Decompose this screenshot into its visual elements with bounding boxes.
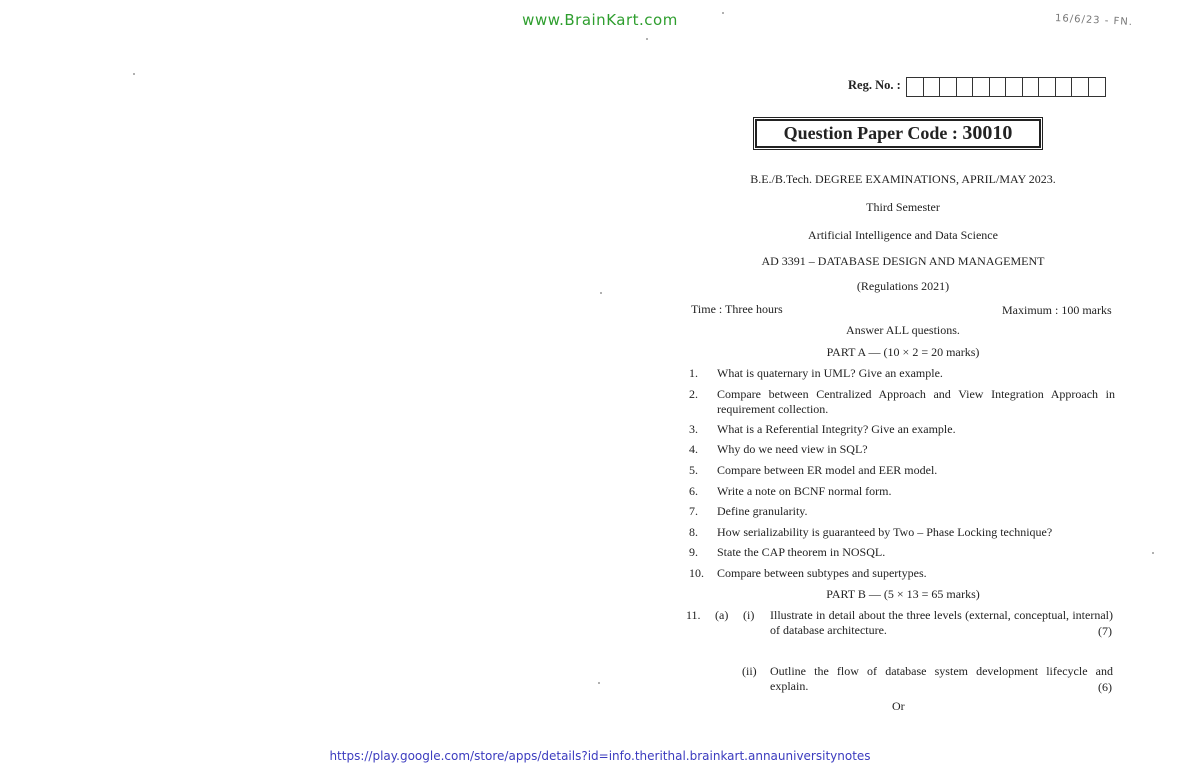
reg-no-digit-box (1006, 78, 1023, 96)
handwritten-date: 16/6/23 - FN. (1054, 12, 1134, 29)
question-paper-code: 30010 (962, 122, 1013, 144)
question-text: Compare between ER model and EER model. (717, 463, 938, 477)
reg-no-digit-box (1023, 78, 1040, 96)
question-number: 9. (689, 545, 698, 559)
question-text: Compare between subtypes and supertypes. (717, 566, 927, 580)
subpart-ii-marks: (6) (1098, 680, 1112, 694)
scan-speck (646, 38, 648, 40)
question-text: Define granularity. (717, 504, 808, 518)
subject: AD 3391 – DATABASE DESIGN AND MANAGEMENT (761, 254, 1045, 268)
department: Artificial Intelligence and Data Science (808, 228, 998, 242)
question-paper-code-box (755, 119, 1041, 148)
question-number: 3. (689, 422, 698, 436)
subpart-i-marks: (7) (1098, 624, 1112, 638)
reg-no-digit-box (924, 78, 941, 96)
question-number: 8. (689, 525, 698, 539)
question-number: 11. (686, 608, 701, 622)
question-number: 7. (689, 504, 698, 518)
maximum-marks: Maximum : 100 marks (1002, 303, 1112, 317)
reg-no-digit-box (973, 78, 990, 96)
question-text: Write a note on BCNF normal form. (717, 484, 892, 498)
reg-no-digit-box (1072, 78, 1089, 96)
question-number: 1. (689, 366, 698, 380)
subquestion-a-label: (a) (715, 608, 729, 622)
question-text: Why do we need view in SQL? (717, 442, 868, 456)
question-paper-code-label: Question Paper Code : (783, 123, 958, 143)
instruction: Answer ALL questions. (846, 323, 960, 337)
regulations: (Regulations 2021) (856, 279, 950, 293)
reg-no-digit-box (1056, 78, 1073, 96)
reg-no-digit-box (1089, 78, 1106, 96)
question-number: 6. (689, 484, 698, 498)
question-text: What is a Referential Integrity? Give an example. (717, 422, 956, 436)
reg-no-digit-box (1039, 78, 1056, 96)
or-separator: Or (892, 699, 905, 713)
scan-speck (722, 12, 724, 14)
scan-speck (598, 682, 600, 684)
question-text: State the CAP theorem in NOSQL. (717, 545, 886, 559)
scan-speck (600, 292, 602, 294)
reg-no-boxes (906, 77, 1106, 97)
reg-no-digit-box (940, 78, 957, 96)
subpart-i-label: (i) (743, 608, 755, 622)
reg-no-digit-box (990, 78, 1007, 96)
footer-link[interactable]: https://play.google.com/store/apps/details?id=info.therithal.brainkart.annauniversitynotes (329, 749, 871, 763)
reg-no-digit-box (907, 78, 924, 96)
reg-no-label: Reg. No. : (848, 78, 901, 92)
question-text: What is quaternary in UML? Give an example. (717, 366, 943, 380)
subpart-ii-label: (ii) (742, 664, 757, 678)
exam-title: B.E./B.Tech. DEGREE EXAMINATIONS, APRIL/MAY 2023. (750, 172, 1056, 186)
question-number: 10. (689, 566, 704, 580)
subpart-ii-text: Outline the flow of database system development lifecycle and explain. (770, 664, 1113, 693)
semester: Third Semester (866, 200, 940, 214)
scan-speck (133, 73, 135, 75)
question-number: 2. (689, 387, 698, 401)
scan-speck (1152, 552, 1154, 554)
subpart-i-text: Illustrate in detail about the three levels (external, conceptual, internal) of database architecture. (770, 608, 1113, 637)
time-allowed: Time : Three hours (691, 302, 783, 316)
part-b-heading: PART B — (5 × 13 = 65 marks) (826, 587, 980, 601)
part-a-heading: PART A — (10 × 2 = 20 marks) (826, 345, 980, 359)
reg-no-digit-box (957, 78, 974, 96)
question-number: 4. (689, 442, 698, 456)
site-watermark: www.BrainKart.com (522, 11, 678, 29)
question-text: Compare between Centralized Approach and View Integration Approach in requirement collection. (717, 387, 1115, 416)
question-text: How serializability is guaranteed by Two – Phase Locking technique? (717, 525, 1053, 539)
question-number: 5. (689, 463, 698, 477)
